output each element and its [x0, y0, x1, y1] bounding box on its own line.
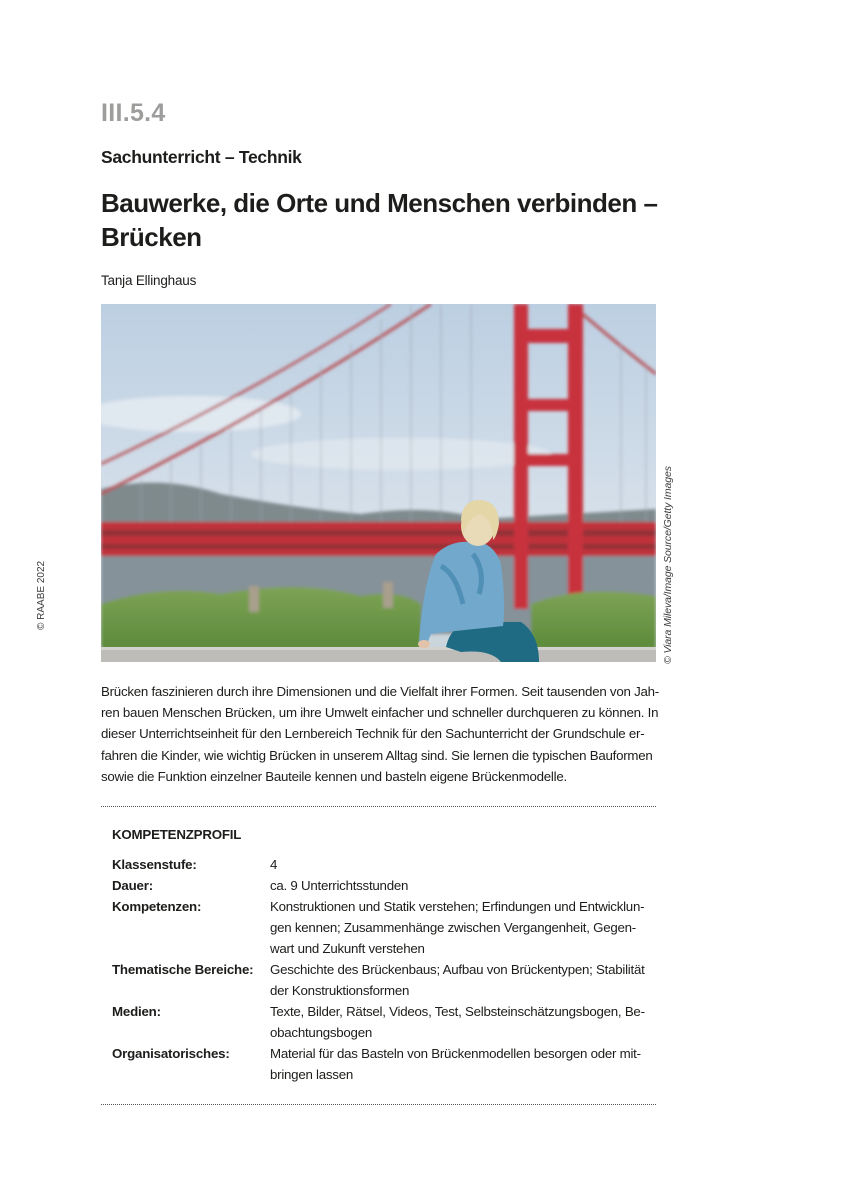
- page-title: [101, 186, 681, 254]
- intro-line: ren bauen Menschen Brücken, um ihre Umwelt einfacher und schneller durchqueren zu können. In: [101, 705, 659, 721]
- title-line-1: Bauwerke, die Orte und Menschen verbinden –: [101, 188, 658, 218]
- profile-row-medien: [112, 1001, 662, 1043]
- value-line: Konstruktionen und Statik verstehen; Erfindungen und Entwicklun-: [270, 899, 645, 914]
- profile-label: Thematische Bereiche:: [112, 962, 254, 977]
- value-line: Material für das Basteln von Brückenmodellen besorgen oder mit-: [270, 1046, 641, 1061]
- value-line: der Konstruktionsformen: [270, 983, 410, 998]
- profile-row-dauer: [112, 875, 662, 896]
- value-line: ca. 9 Unterrichtsstunden: [270, 878, 409, 893]
- photo-credit: © Viara Mileva/Image Source/Getty Images: [662, 466, 674, 664]
- greenery: [101, 587, 421, 649]
- profile-value: [270, 896, 662, 959]
- profile-label: Dauer:: [112, 878, 153, 893]
- profile-label: Klassenstufe:: [112, 857, 197, 872]
- profile-row-kompetenzen: [112, 896, 662, 959]
- profile-row-klassenstufe: [112, 854, 662, 875]
- intro-line: sowie die Funktion einzelner Bauteile kennen und basteln eigene Brückenmodelle.: [101, 768, 567, 784]
- title-line-2: Brücken: [101, 222, 202, 252]
- profile-label: Kompetenzen:: [112, 899, 202, 914]
- profile-row-thematische-bereiche: [112, 959, 662, 1001]
- author: Tanja Ellinghaus: [101, 273, 197, 288]
- golden-gate-photo-illustration: [101, 304, 656, 662]
- value-line: bringen lassen: [270, 1067, 353, 1082]
- profile-label: Organisatorisches:: [112, 1046, 230, 1061]
- subject-heading: Sachunterricht – Technik: [101, 147, 302, 167]
- dotted-divider-top: [101, 806, 656, 807]
- profile-label: Medien:: [112, 1004, 161, 1019]
- intro-line: dieser Unterrichtseinheit für den Lernbereich Technik für den Sachunterricht der Grundschule er-: [101, 726, 645, 742]
- profile-value: [270, 854, 662, 875]
- side-copyright: © RAABE 2022: [36, 560, 47, 630]
- intro-line: fahren die Kinder, wie wichtig Brücken in unserem Alltag sind. Sie lernen die typischen Bauformen: [101, 747, 653, 763]
- value-line: Geschichte des Brückenbaus; Aufbau von Brückentypen; Stabilität: [270, 962, 645, 977]
- value-line: obachtungsbogen: [270, 1025, 372, 1040]
- profile-row-organisatorisches: [112, 1043, 662, 1085]
- value-line: wart und Zukunft verstehen: [270, 941, 425, 956]
- value-line: 4: [270, 857, 278, 872]
- cover-photo: [101, 304, 656, 662]
- profile-value: [270, 959, 662, 1001]
- profile-value: [270, 875, 662, 896]
- value-line: gen kennen; Zusammenhänge zwischen Vergangenheit, Gegen-: [270, 920, 636, 935]
- profile-title: KOMPETENZPROFIL: [112, 827, 242, 842]
- intro-paragraph: [101, 681, 663, 787]
- profile-value: [270, 1043, 662, 1085]
- section-number: III.5.4: [101, 99, 166, 127]
- intro-line: Brücken faszinieren durch ihre Dimensionen und die Vielfalt ihrer Formen. Seit tausenden von Jah-: [101, 684, 659, 699]
- competence-profile-table: [112, 854, 662, 1085]
- dotted-divider-bottom: [101, 1104, 656, 1105]
- profile-value: [270, 1001, 662, 1043]
- value-line: Texte, Bilder, Rätsel, Videos, Test, Selbsteinschätzungsbogen, Be-: [270, 1004, 645, 1019]
